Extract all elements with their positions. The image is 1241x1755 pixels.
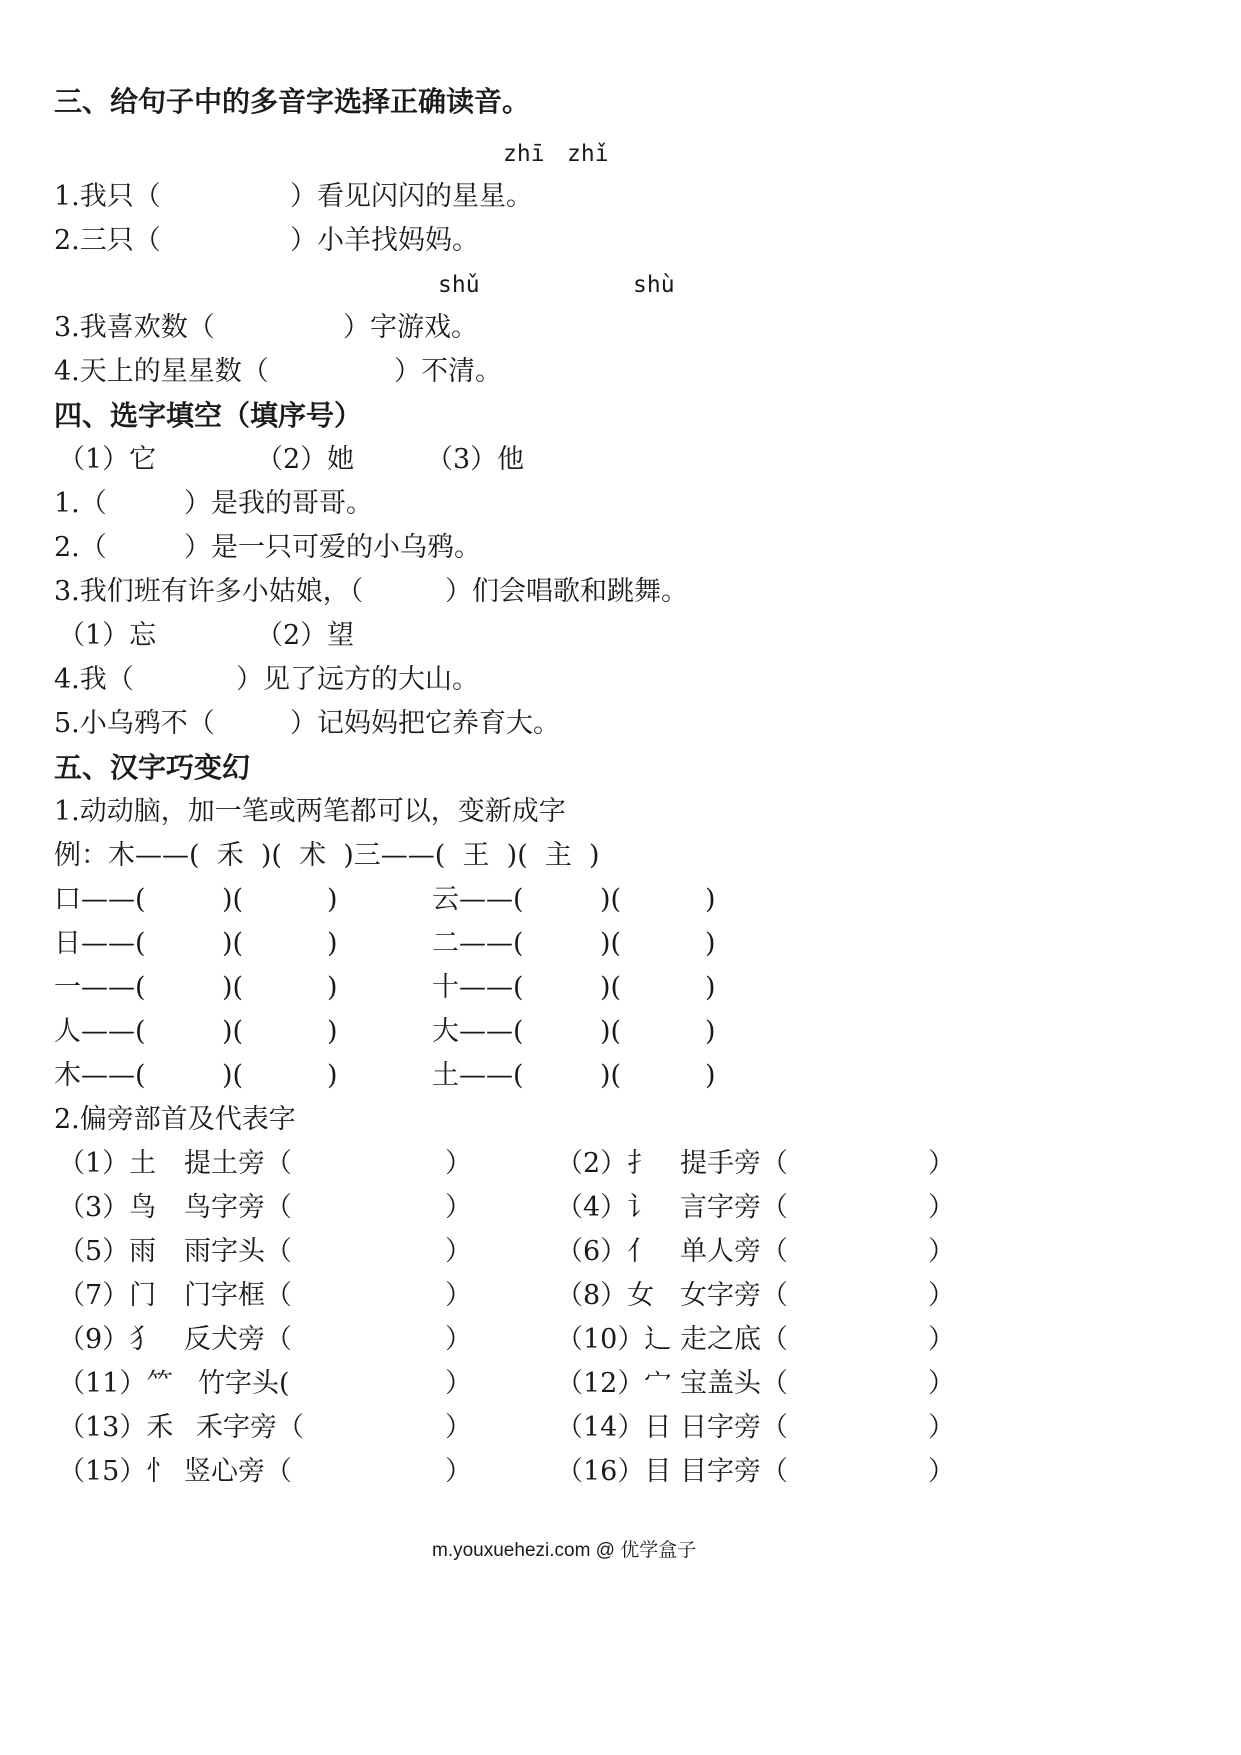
option-wang-look: （2）望: [256, 620, 355, 651]
q3-1-start: 1.我只（: [54, 181, 161, 212]
q3-3-end: ）字游戏。: [343, 312, 478, 343]
radical-num: （12）宀: [556, 1368, 672, 1399]
paren-mid: )(: [600, 1016, 622, 1047]
radical-name: 雨字头（: [184, 1236, 292, 1267]
paren-close: ）: [928, 1280, 955, 1311]
paren-close: ): [327, 1016, 338, 1047]
paren-close: ）: [445, 1456, 472, 1487]
paren-close: ): [705, 972, 716, 1003]
q4-5-end: ）记妈妈把它养育大。: [290, 708, 560, 739]
q3-4-end: ）不清。: [394, 356, 502, 387]
q3-2-start: 2.三只（: [54, 225, 161, 256]
pinyin-zhi1: zhī: [503, 141, 545, 167]
radical-name: 竹字头(: [198, 1368, 290, 1399]
radical-num: （6）亻: [556, 1236, 655, 1267]
footer-watermark: m.youxuehezi.com @ 优学盒子: [432, 1540, 697, 1561]
paren-mid: )(: [600, 1060, 622, 1091]
radical-name: 反犬旁（: [184, 1324, 292, 1355]
section4-title: 四、选字填空（填序号）: [54, 399, 363, 432]
radical-num: （14）日: [556, 1412, 672, 1443]
paren-close: ): [705, 884, 716, 915]
q4-2-start: 2.（: [54, 532, 107, 563]
option-ta-it: （1）它: [58, 444, 157, 475]
radical-num: （5）雨: [58, 1236, 157, 1267]
paren-close: ）: [445, 1280, 472, 1311]
paren-close: ): [705, 1016, 716, 1047]
paren-close: ）: [928, 1324, 955, 1355]
radical-name: 单人旁（: [680, 1236, 788, 1267]
paren-close: ）: [445, 1368, 472, 1399]
example-line: 例：木——( 禾 )( 术 )三——( 王 )( 主 ): [54, 840, 600, 871]
pinyin-zhi3: zhǐ: [567, 141, 609, 167]
radical-num: （1）土: [58, 1148, 157, 1179]
paren-close: ): [327, 972, 338, 1003]
paren-mid: )(: [600, 972, 622, 1003]
char-grow-left: 木——(: [54, 1060, 146, 1091]
paren-close: ）: [928, 1368, 955, 1399]
q4-3-end: ）们会唱歌和跳舞。: [445, 576, 688, 607]
radical-name: 门字框（: [184, 1280, 292, 1311]
pinyin-shu4: shù: [633, 272, 675, 298]
radical-name: 竖心旁（: [184, 1456, 292, 1487]
radical-num: （2）扌: [556, 1148, 655, 1179]
paren-mid: )(: [222, 1060, 244, 1091]
radical-name: 禾字旁（: [196, 1412, 304, 1443]
radical-name: 目字旁（: [680, 1456, 788, 1487]
q4-5-start: 5.小乌鸦不（: [54, 708, 215, 739]
q4-4-start: 4.我（: [54, 664, 134, 695]
radical-num: （9）犭: [58, 1324, 157, 1355]
paren-close: ）: [928, 1456, 955, 1487]
char-grow-right: 云——(: [432, 884, 524, 915]
paren-mid: )(: [600, 884, 622, 915]
radical-num: （15）忄: [58, 1456, 174, 1487]
paren-mid: )(: [222, 1016, 244, 1047]
q3-4-start: 4.天上的星星数（: [54, 356, 269, 387]
radical-name: 言字旁（: [680, 1192, 788, 1223]
option-ta-she: （2）她: [256, 444, 355, 475]
char-grow-left: 一——(: [54, 972, 146, 1003]
section5-title: 五、汉字巧变幻: [54, 751, 251, 784]
paren-close: ）: [445, 1236, 472, 1267]
radical-name: 提手旁（: [680, 1148, 788, 1179]
paren-close: ）: [928, 1148, 955, 1179]
option-ta-he: （3）他: [426, 444, 525, 475]
q4-2-end: ）是一只可爱的小乌鸦。: [184, 532, 481, 563]
char-grow-left: 日——(: [54, 928, 146, 959]
paren-close: ）: [928, 1236, 955, 1267]
paren-close: ): [705, 928, 716, 959]
char-grow-right: 大——(: [432, 1016, 524, 1047]
pinyin-shu3: shǔ: [438, 272, 480, 298]
q3-3-start: 3.我喜欢数（: [54, 312, 215, 343]
paren-close: ）: [445, 1412, 472, 1443]
char-grow-right: 土——(: [432, 1060, 524, 1091]
radical-name: 鸟字旁（: [184, 1192, 292, 1223]
paren-mid: )(: [222, 884, 244, 915]
paren-close: ): [705, 1060, 716, 1091]
radical-name: 宝盖头（: [680, 1368, 788, 1399]
radical-num: （7）门: [58, 1280, 157, 1311]
radical-name: 提土旁（: [184, 1148, 292, 1179]
q3-2-end: ）小羊找妈妈。: [290, 225, 479, 256]
radical-name: 走之底（: [680, 1324, 788, 1355]
char-grow-left: 人——(: [54, 1016, 146, 1047]
radical-num: （16）目: [556, 1456, 672, 1487]
q4-1-start: 1.（: [54, 488, 107, 519]
radical-name: 女字旁（: [680, 1280, 788, 1311]
section5-sub2: 2.偏旁部首及代表字: [54, 1104, 296, 1135]
radical-name: 日字旁（: [680, 1412, 788, 1443]
q4-1-end: ）是我的哥哥。: [184, 488, 373, 519]
q3-1-end: ）看见闪闪的星星。: [290, 181, 533, 212]
paren-close: ): [327, 884, 338, 915]
section3-title: 三、给句子中的多音字选择正确读音。: [54, 85, 531, 118]
paren-close: ）: [928, 1412, 955, 1443]
paren-close: ）: [445, 1148, 472, 1179]
paren-close: ）: [445, 1192, 472, 1223]
char-grow-left: 口——(: [54, 884, 146, 915]
radical-num: （4）讠: [556, 1192, 655, 1223]
paren-mid: )(: [222, 972, 244, 1003]
radical-num: （13）禾: [58, 1412, 174, 1443]
paren-close: ）: [445, 1324, 472, 1355]
section5-sub1: 1.动动脑，加一笔或两笔都可以，变新成字: [54, 796, 566, 827]
option-wang-forget: （1）忘: [58, 620, 157, 651]
q4-3-start: 3.我们班有许多小姑娘，（: [54, 576, 364, 607]
radical-num: （3）鸟: [58, 1192, 157, 1223]
paren-close: ）: [928, 1192, 955, 1223]
radical-num: （11）⺮: [58, 1368, 174, 1399]
paren-close: ): [327, 928, 338, 959]
char-grow-right: 二——(: [432, 928, 524, 959]
paren-mid: )(: [222, 928, 244, 959]
paren-close: ): [327, 1060, 338, 1091]
paren-mid: )(: [600, 928, 622, 959]
radical-num: （10）辶: [556, 1324, 672, 1355]
radical-num: （8）女: [556, 1280, 655, 1311]
char-grow-right: 十——(: [432, 972, 524, 1003]
q4-4-end: ）见了远方的大山。: [236, 664, 479, 695]
